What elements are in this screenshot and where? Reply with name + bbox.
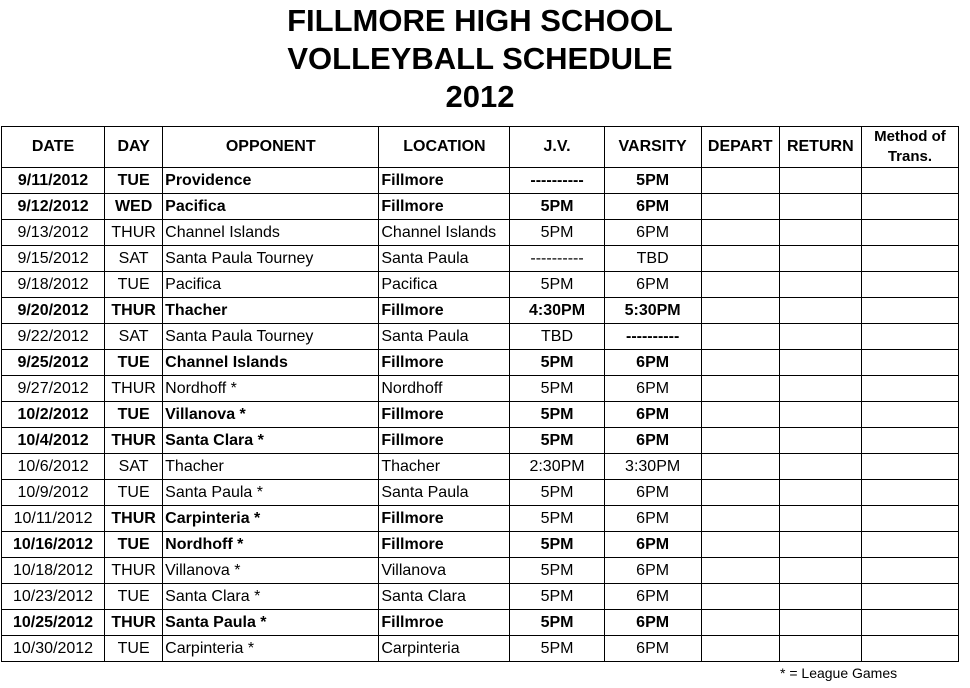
cell-day: TUE: [105, 636, 163, 662]
cell-location: Fillmore: [379, 402, 510, 428]
table-row: [2, 584, 959, 610]
table-row: [2, 324, 959, 350]
header-method-line2: Trans.: [887, 148, 932, 165]
cell-return: [779, 376, 861, 402]
cell-method-of-trans: [861, 272, 958, 298]
header-varsity: VARSITY: [604, 127, 701, 168]
header-jv: J.V.: [510, 127, 604, 168]
cell-day: TUE: [105, 532, 163, 558]
table-row: [2, 298, 959, 324]
cell-day: WED: [105, 194, 163, 220]
header-date: DATE: [2, 127, 105, 168]
cell-jv: ----------: [510, 246, 604, 272]
schedule-body: [2, 168, 959, 662]
cell-opponent: Carpinteria *: [163, 636, 379, 662]
cell-opponent: Channel Islands: [163, 220, 379, 246]
cell-varsity: 6PM: [604, 194, 701, 220]
cell-method-of-trans: [861, 558, 958, 584]
cell-location: Thacher: [379, 454, 510, 480]
table-row: [2, 194, 959, 220]
cell-opponent: Carpinteria *: [163, 506, 379, 532]
cell-jv: 5PM: [510, 480, 604, 506]
cell-varsity: 6PM: [604, 506, 701, 532]
cell-depart: [701, 506, 779, 532]
cell-depart: [701, 168, 779, 194]
cell-location: Fillmore: [379, 194, 510, 220]
header-opponent: OPPONENT: [163, 127, 379, 168]
cell-date: 10/4/2012: [2, 428, 105, 454]
header-method-line1: Method of: [874, 128, 946, 145]
table-row: [2, 532, 959, 558]
header-location: LOCATION: [379, 127, 510, 168]
cell-varsity: 6PM: [604, 350, 701, 376]
cell-location: Santa Paula: [379, 246, 510, 272]
cell-depart: [701, 246, 779, 272]
cell-day: TUE: [105, 272, 163, 298]
cell-jv: TBD: [510, 324, 604, 350]
cell-jv: 5PM: [510, 402, 604, 428]
cell-return: [779, 532, 861, 558]
cell-return: [779, 454, 861, 480]
cell-date: 9/15/2012: [2, 246, 105, 272]
cell-return: [779, 168, 861, 194]
cell-opponent: Santa Paula Tourney: [163, 324, 379, 350]
cell-varsity: 6PM: [604, 272, 701, 298]
cell-return: [779, 350, 861, 376]
cell-location: Santa Paula: [379, 480, 510, 506]
cell-jv: 5PM: [510, 376, 604, 402]
table-row: [2, 168, 959, 194]
cell-return: [779, 220, 861, 246]
cell-opponent: Santa Paula *: [163, 610, 379, 636]
cell-depart: [701, 454, 779, 480]
cell-return: [779, 402, 861, 428]
cell-return: [779, 324, 861, 350]
cell-varsity: 6PM: [604, 584, 701, 610]
cell-method-of-trans: [861, 610, 958, 636]
table-row: [2, 558, 959, 584]
cell-location: Fillmore: [379, 298, 510, 324]
cell-depart: [701, 636, 779, 662]
cell-date: 9/22/2012: [2, 324, 105, 350]
cell-opponent: Pacifica: [163, 272, 379, 298]
cell-day: SAT: [105, 324, 163, 350]
cell-method-of-trans: [861, 636, 958, 662]
cell-method-of-trans: [861, 246, 958, 272]
cell-return: [779, 506, 861, 532]
cell-opponent: Santa Paula *: [163, 480, 379, 506]
cell-depart: [701, 532, 779, 558]
cell-opponent: Thacher: [163, 298, 379, 324]
cell-depart: [701, 402, 779, 428]
header-depart: DEPART: [701, 127, 779, 168]
cell-return: [779, 194, 861, 220]
cell-day: TUE: [105, 480, 163, 506]
cell-opponent: Thacher: [163, 454, 379, 480]
cell-date: 10/9/2012: [2, 480, 105, 506]
cell-depart: [701, 610, 779, 636]
cell-varsity: 6PM: [604, 428, 701, 454]
cell-return: [779, 558, 861, 584]
cell-depart: [701, 272, 779, 298]
cell-day: TUE: [105, 584, 163, 610]
cell-location: Fillmore: [379, 168, 510, 194]
header-return: RETURN: [779, 127, 861, 168]
cell-varsity: 6PM: [604, 402, 701, 428]
cell-day: THUR: [105, 428, 163, 454]
cell-method-of-trans: [861, 168, 958, 194]
cell-location: Villanova: [379, 558, 510, 584]
cell-day: TUE: [105, 168, 163, 194]
cell-location: Fillmroe: [379, 610, 510, 636]
cell-day: THUR: [105, 506, 163, 532]
cell-depart: [701, 376, 779, 402]
table-row: [2, 480, 959, 506]
schedule-table: [1, 126, 959, 662]
cell-jv: 5PM: [510, 428, 604, 454]
header-method-of-trans: [861, 127, 958, 168]
schedule-title-year: 2012: [445, 79, 515, 114]
cell-depart: [701, 194, 779, 220]
cell-date: 10/11/2012: [2, 506, 105, 532]
cell-location: Fillmore: [379, 350, 510, 376]
cell-opponent: Providence: [163, 168, 379, 194]
cell-opponent: Nordhoff *: [163, 376, 379, 402]
cell-method-of-trans: [861, 194, 958, 220]
cell-location: Fillmore: [379, 428, 510, 454]
table-row: [2, 376, 959, 402]
cell-day: THUR: [105, 610, 163, 636]
cell-return: [779, 610, 861, 636]
footnote-league-games: * = League Games: [780, 665, 898, 681]
cell-varsity: 5PM: [604, 168, 701, 194]
cell-jv: 2:30PM: [510, 454, 604, 480]
cell-jv: 5PM: [510, 610, 604, 636]
cell-depart: [701, 298, 779, 324]
cell-method-of-trans: [861, 506, 958, 532]
cell-opponent: Santa Paula Tourney: [163, 246, 379, 272]
table-row: [2, 220, 959, 246]
cell-date: 9/11/2012: [2, 168, 105, 194]
cell-depart: [701, 480, 779, 506]
table-row: [2, 454, 959, 480]
cell-date: 10/6/2012: [2, 454, 105, 480]
cell-day: TUE: [105, 402, 163, 428]
cell-return: [779, 428, 861, 454]
cell-method-of-trans: [861, 584, 958, 610]
cell-varsity: 3:30PM: [604, 454, 701, 480]
cell-opponent: Villanova *: [163, 558, 379, 584]
cell-opponent: Pacifica: [163, 194, 379, 220]
cell-varsity: 6PM: [604, 376, 701, 402]
cell-day: TUE: [105, 350, 163, 376]
cell-opponent: Santa Clara *: [163, 428, 379, 454]
cell-location: Fillmore: [379, 532, 510, 558]
cell-opponent: Santa Clara *: [163, 584, 379, 610]
cell-method-of-trans: [861, 454, 958, 480]
cell-depart: [701, 428, 779, 454]
cell-varsity: 6PM: [604, 532, 701, 558]
cell-return: [779, 480, 861, 506]
cell-return: [779, 298, 861, 324]
cell-jv: 4:30PM: [510, 298, 604, 324]
cell-varsity: 6PM: [604, 610, 701, 636]
cell-varsity: 6PM: [604, 220, 701, 246]
cell-jv: 5PM: [510, 220, 604, 246]
cell-jv: 5PM: [510, 350, 604, 376]
cell-varsity: ----------: [604, 324, 701, 350]
cell-date: 10/2/2012: [2, 402, 105, 428]
cell-location: Santa Clara: [379, 584, 510, 610]
cell-day: SAT: [105, 454, 163, 480]
cell-depart: [701, 584, 779, 610]
cell-location: Santa Paula: [379, 324, 510, 350]
cell-depart: [701, 220, 779, 246]
cell-return: [779, 636, 861, 662]
cell-method-of-trans: [861, 376, 958, 402]
header-day: DAY: [105, 127, 163, 168]
cell-day: THUR: [105, 298, 163, 324]
table-row: [2, 428, 959, 454]
cell-date: 9/12/2012: [2, 194, 105, 220]
table-row: [2, 610, 959, 636]
cell-varsity: 6PM: [604, 480, 701, 506]
header-row: [2, 127, 959, 168]
cell-return: [779, 272, 861, 298]
cell-jv: 5PM: [510, 636, 604, 662]
cell-location: Pacifica: [379, 272, 510, 298]
cell-date: 10/30/2012: [2, 636, 105, 662]
cell-day: SAT: [105, 246, 163, 272]
cell-opponent: Villanova *: [163, 402, 379, 428]
cell-jv: 5PM: [510, 584, 604, 610]
cell-date: 10/18/2012: [2, 558, 105, 584]
cell-date: 9/13/2012: [2, 220, 105, 246]
cell-opponent: Channel Islands: [163, 350, 379, 376]
cell-day: THUR: [105, 220, 163, 246]
cell-location: Fillmore: [379, 506, 510, 532]
cell-jv: 5PM: [510, 506, 604, 532]
cell-day: THUR: [105, 376, 163, 402]
cell-jv: 5PM: [510, 272, 604, 298]
table-row: [2, 636, 959, 662]
cell-varsity: TBD: [604, 246, 701, 272]
cell-method-of-trans: [861, 532, 958, 558]
cell-date: 10/25/2012: [2, 610, 105, 636]
cell-depart: [701, 350, 779, 376]
schedule-title-sport: VOLLEYBALL SCHEDULE: [287, 41, 673, 76]
cell-date: 9/27/2012: [2, 376, 105, 402]
cell-date: 10/23/2012: [2, 584, 105, 610]
cell-jv: 5PM: [510, 532, 604, 558]
table-row: [2, 272, 959, 298]
cell-method-of-trans: [861, 298, 958, 324]
schedule-title-school: FILLMORE HIGH SCHOOL: [287, 3, 673, 38]
cell-jv: 5PM: [510, 558, 604, 584]
table-row: [2, 402, 959, 428]
cell-return: [779, 584, 861, 610]
cell-jv: ----------: [510, 168, 604, 194]
cell-date: 10/16/2012: [2, 532, 105, 558]
cell-method-of-trans: [861, 480, 958, 506]
cell-varsity: 6PM: [604, 558, 701, 584]
cell-date: 9/25/2012: [2, 350, 105, 376]
cell-opponent: Nordhoff *: [163, 532, 379, 558]
cell-location: Channel Islands: [379, 220, 510, 246]
table-row: [2, 506, 959, 532]
cell-method-of-trans: [861, 350, 958, 376]
cell-method-of-trans: [861, 428, 958, 454]
cell-depart: [701, 558, 779, 584]
table-row: [2, 246, 959, 272]
cell-method-of-trans: [861, 324, 958, 350]
table-row: [2, 350, 959, 376]
cell-varsity: 6PM: [604, 636, 701, 662]
cell-varsity: 5:30PM: [604, 298, 701, 324]
cell-date: 9/18/2012: [2, 272, 105, 298]
cell-return: [779, 246, 861, 272]
cell-location: Nordhoff: [379, 376, 510, 402]
cell-depart: [701, 324, 779, 350]
cell-jv: 5PM: [510, 194, 604, 220]
cell-location: Carpinteria: [379, 636, 510, 662]
cell-day: THUR: [105, 558, 163, 584]
cell-method-of-trans: [861, 220, 958, 246]
cell-method-of-trans: [861, 402, 958, 428]
cell-date: 9/20/2012: [2, 298, 105, 324]
